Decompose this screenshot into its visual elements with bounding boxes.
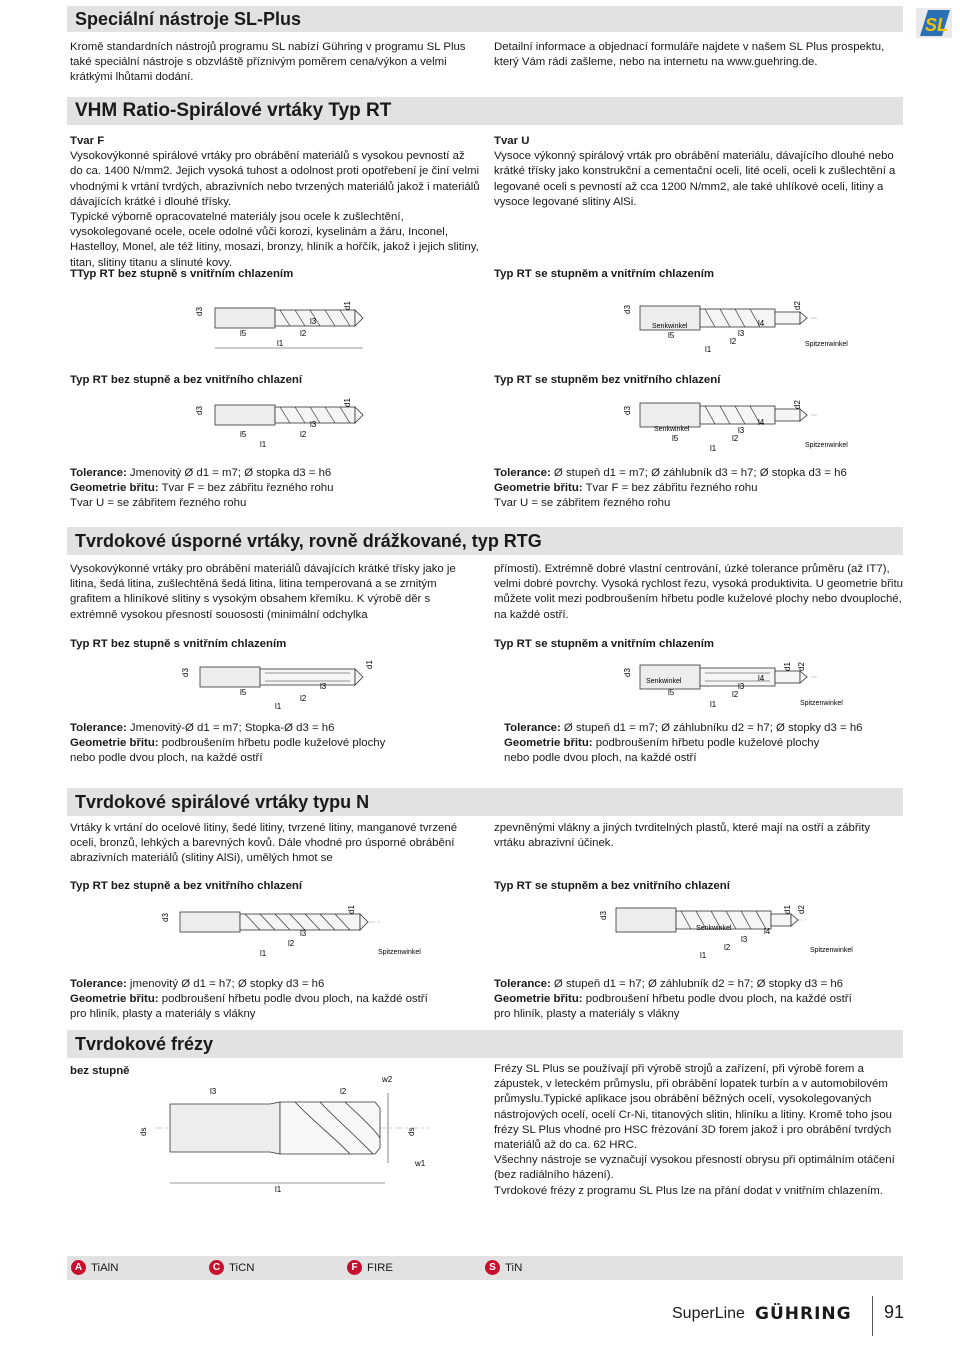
svg-text:d1: d1 <box>365 660 374 669</box>
svg-text:Spitzenwinkel: Spitzenwinkel <box>378 949 421 956</box>
drawing-drill-step-2 <box>620 395 860 455</box>
svg-text:l2: l2 <box>724 943 731 952</box>
brand-superline: SuperLine <box>672 1305 745 1322</box>
coating-fire: F FIRE <box>347 1260 393 1275</box>
svg-text:l3: l3 <box>310 420 317 429</box>
svg-text:l5: l5 <box>240 688 247 697</box>
svg-text:d1: d1 <box>343 301 352 310</box>
section-title-rt: VHM Ratio-Spirálové vrtáky Typ RT <box>75 100 392 121</box>
drawing-rtg-step <box>620 655 860 713</box>
label-rt-d: Typ RT se stupněm bez vnitřního chlazení <box>494 374 721 386</box>
label-n-a: Typ RT bez stupně a bez vnitřního chlazení <box>70 880 303 892</box>
coating-legend-bar <box>67 1256 903 1280</box>
tvar-f-text1: Vysokovýkonné spirálové vrtáky pro obrábění materiálů s vysokou pevností až do ca. 1400 N/mm2. Jejich vysoká tuhost a odolnost proti opotřebení je činí velmi vhodnými k vrtání tvrdých, abrazivních nebo tvrzených materiálů jakož i materiálů dávajících krátké i dlouhé třísky. <box>70 150 480 208</box>
intro-left: Kromě standardních nástrojů programu SL nabízí Gühring v programu SL Plus také speciální nástroje s obzvláště příznivým poměrem cena/výkon a velmi krátkými lhůtami dodání. <box>70 41 466 84</box>
svg-text:l2: l2 <box>732 690 739 699</box>
svg-text:ds: ds <box>139 1127 148 1136</box>
svg-text:Senkwinkel: Senkwinkel <box>646 678 682 685</box>
coating-badge-c: C <box>209 1260 224 1275</box>
coating-badge-f: F <box>347 1260 362 1275</box>
tvar-f-text2: Typické výborně opracovatelné materiály jsou ocele k zušlechtění, vysokolegované ocele, ocele odolné vůči korozi, kyselinám a žáru, Inconel, Hastelloy, Monel, ale též litiny, mosazi, bronzy, hliník a hořčík, jakož i jejich slitiny, titan, slitiny titanu a slinuté kovy. <box>70 211 479 269</box>
svg-text:l5: l5 <box>240 329 247 338</box>
svg-text:l4: l4 <box>758 674 765 683</box>
section-band-rtg <box>67 527 903 555</box>
label-rtg-b: Typ RT se stupněm a vnitřním chlazením <box>494 638 715 650</box>
svg-text:d3: d3 <box>195 406 204 415</box>
frezy-text-3: Tvrdokové frézy z programu SL Plus lze na přání dodat v vnitřním chlazením. <box>494 1184 883 1197</box>
svg-text:SL: SL <box>925 15 949 35</box>
svg-text:l2: l2 <box>732 434 739 443</box>
svg-text:l4: l4 <box>764 927 771 936</box>
svg-text:l3: l3 <box>210 1087 217 1096</box>
n-text-left: Vrtáky k vrtání do ocelové litiny, šedé litiny, tvrzené litiny, manganové tvrzené oceli, bronzů, lehkých a barevných kovů. Dále vhodné pro úsporné obrábění abrazivních materiálů (slitiny AlSi), umělých hmot se <box>70 822 458 865</box>
svg-text:l3: l3 <box>738 329 745 338</box>
drawing-drill-straight-2 <box>180 395 380 455</box>
svg-text:l5: l5 <box>668 331 675 340</box>
header-band <box>67 6 903 32</box>
svg-text:l2: l2 <box>340 1087 347 1096</box>
svg-text:d1: d1 <box>343 398 352 407</box>
svg-text:d1: d1 <box>347 905 356 914</box>
label-frezy: bez stupně <box>70 1065 130 1077</box>
label-rt-c: Typ RT bez stupně a bez vnitřního chlazení <box>70 374 303 386</box>
section-band-n <box>67 788 903 816</box>
rtg-text-right: přímosti). Extrémně dobré vlastní centrování, úzké tolerance průměru (až IT7), velmi dobré povrchy. Vysoká rychlost řezu, vysoká produktivita. U geometrie břitu můžete volit mezi podbroušením hřbetu podle kuželové plochy nebo dvouploché, na každé ostří. <box>494 563 903 621</box>
svg-text:d2: d2 <box>797 905 806 914</box>
svg-text:l3: l3 <box>741 935 748 944</box>
sl-logo-icon <box>914 6 954 40</box>
label-rt-b: Typ RT se stupněm a vnitřním chlazením <box>494 268 715 280</box>
svg-text:Spitzenwinkel: Spitzenwinkel <box>800 700 843 707</box>
tvar-f-heading: Tvar F <box>70 135 105 147</box>
drawing-rtg-straight <box>180 655 380 713</box>
svg-text:l1: l1 <box>705 345 712 354</box>
section-band-rt <box>67 97 903 125</box>
frezy-text-2: Všechny nástroje se vyznačují vysokou přesností obrysu při optimálním otáčení (bez radiálního házení). <box>494 1154 895 1182</box>
rtg-text-left: Vysokovýkonné vrtáky pro obrábění materiálů dávajících krátké třísky jako je litina, šedá litina, zušlechtěná šedá litina, litina temperovaná a se zrnitým grafitem a hliníkové slitiny s vysokým obsahem křemíku. K výrobě děr s extrémně vysokou přesností souososti (minimální odchylka <box>70 563 456 621</box>
svg-text:Spitzenwinkel: Spitzenwinkel <box>805 442 848 449</box>
page-title: Speciální nástroje SL-Plus <box>75 9 302 29</box>
svg-text:ds: ds <box>407 1127 416 1136</box>
coating-tialn: A TiAlN <box>71 1260 118 1275</box>
svg-text:d3: d3 <box>599 911 608 920</box>
n-text-right: zpevněnými vlákny a jiných tvrditelných plastů, které mají na ostří a zábřity vrtáku abrazivní účinek. <box>494 822 871 850</box>
section-band-frezy <box>67 1030 903 1058</box>
svg-text:l1: l1 <box>260 440 267 449</box>
svg-text:l1: l1 <box>277 339 284 348</box>
svg-text:d3: d3 <box>623 305 632 314</box>
svg-text:l1: l1 <box>710 700 717 709</box>
tolerance-n-right: Tolerance: Ø stupeň d1 = h7; Ø záhlubník d2 = h7; Ø stopky d3 = h6 Geometrie břitu: podbroušení hřbetu podle dvou ploch, na každé ostří pro hliník, plasty a materiály s vlákny <box>494 978 852 1021</box>
frezy-text <box>494 1062 904 1199</box>
tolerance-rt-left: Tolerance: Jmenovitý Ø d1 = m7; Ø stopka d3 = h6 Geometrie břitu: Tvar F = bez zábřitu řezného rohu Tvar U = se zábřitem řezného rohu <box>70 467 334 510</box>
svg-text:d3: d3 <box>623 406 632 415</box>
svg-text:l2: l2 <box>288 939 295 948</box>
coating-badge-a: A <box>71 1260 86 1275</box>
section-title-rtg: Tvrdokové úsporné vrtáky, rovně drážkované, typ RTG <box>75 531 542 551</box>
coating-tin: S TiN <box>485 1260 522 1275</box>
svg-text:l2: l2 <box>300 430 307 439</box>
svg-text:d2: d2 <box>793 400 802 409</box>
svg-text:l1: l1 <box>275 1185 282 1194</box>
svg-text:l5: l5 <box>668 688 675 697</box>
svg-text:l3: l3 <box>310 317 317 326</box>
svg-text:l5: l5 <box>240 430 247 439</box>
tolerance-rtg-left: Tolerance: Jmenovitý-Ø d1 = m7; Stopka-Ø d3 = h6 Geometrie břitu: podbroušením hřbetu podle kuželové plochy nebo podle dvou ploch, na každé ostří <box>70 722 386 765</box>
svg-text:l5: l5 <box>672 434 679 443</box>
svg-text:Spitzenwinkel: Spitzenwinkel <box>810 947 853 954</box>
label-rt-a: TTyp RT bez stupně s vnitřním chlazením <box>70 268 294 280</box>
section-title-n: Tvrdokové spirálové vrtáky typu N <box>75 792 370 812</box>
footer-divider <box>872 1296 873 1336</box>
intro-right: Detailní informace a objednací formuláře najdete v našem SL Plus prospektu, který Vám rádi zašleme, nebo na internetu na www.guehring.de. <box>494 41 885 69</box>
svg-text:d3: d3 <box>623 668 632 677</box>
svg-text:l1: l1 <box>260 949 267 958</box>
svg-text:l1: l1 <box>710 444 717 453</box>
svg-text:l3: l3 <box>300 929 307 938</box>
label-rtg-a: Typ RT bez stupně s vnitřním chlazením <box>70 638 287 650</box>
svg-text:l3: l3 <box>738 682 745 691</box>
tvar-u-text: Vysoce výkonný spirálový vrták pro obrábění materiálu, dávajícího dlouhé nebo krátké třísky jako konstrukční a cementační oceli, lité oceli, oceli k zušlechtění a legované oceli s pevností až cca 1200 N/mm2, ale také uhlíkové oceli, litiny a vysoce legované slitiny AlSi. <box>494 150 896 208</box>
sec1-left-text <box>70 134 480 271</box>
svg-text:l1: l1 <box>275 702 282 711</box>
coating-badge-s: S <box>485 1260 500 1275</box>
svg-text:d3: d3 <box>195 307 204 316</box>
svg-text:d3: d3 <box>161 913 170 922</box>
svg-text:l1: l1 <box>700 951 707 960</box>
svg-text:Spitzenwinkel: Spitzenwinkel <box>805 341 848 348</box>
svg-text:l4: l4 <box>758 319 765 328</box>
svg-text:d1: d1 <box>783 662 792 671</box>
svg-text:Senkwinkel: Senkwinkel <box>696 925 732 932</box>
svg-text:d1: d1 <box>783 905 792 914</box>
tolerance-rtg-right: Tolerance: Ø stupeň d1 = m7; Ø záhlubníku d2 = h7; Ø stopky d3 = h6 Geometrie břitu: podbroušením hřbetu podle kuželové plochy nebo podle dvou ploch, na každé ostří <box>504 722 863 765</box>
svg-text:Senkwinkel: Senkwinkel <box>652 323 688 330</box>
tolerance-rt-right: Tolerance: Ø stupeň d1 = m7; Ø záhlubník d3 = h7; Ø stopka d3 = h6 Geometrie břitu: Tvar F = bez zábřitu řezného rohu Tvar U = se zábřitem řezného rohu <box>494 467 847 510</box>
drawing-drill-step-1 <box>620 290 860 360</box>
drawing-drill-straight-1 <box>180 290 380 360</box>
svg-text:d2: d2 <box>797 662 806 671</box>
svg-text:l3: l3 <box>320 682 327 691</box>
coating-ticn: C TiCN <box>209 1260 255 1275</box>
svg-text:d3: d3 <box>181 668 190 677</box>
page-number: 91 <box>884 1302 905 1322</box>
svg-text:l2: l2 <box>730 337 737 346</box>
drawing-n-step <box>596 898 866 962</box>
svg-text:w1: w1 <box>415 1159 426 1168</box>
frezy-text-1: Frézy SL Plus se používají při výrobě strojů a zařízení, při výrobě forem a zápustek, v leteckém průmyslu, při obrábění lopatek turbín a v automobilovém průmyslu.Typické aplikace jsou obrábění běžných ocelí, vysokolegovaných nástrojových ocelí, ocelí Cr-Ni, titanových slitin, hliníku a litiny. Kromě toho jsou frézy SL Plus vhodné pro HSC frézování 3D forem jakož i pro obrábění tvrdých materiálů až do ca. 62 HRC. <box>494 1063 892 1152</box>
svg-text:l3: l3 <box>738 426 745 435</box>
svg-text:l2: l2 <box>300 329 307 338</box>
tvar-u-heading: Tvar U <box>494 135 530 147</box>
svg-text:l4: l4 <box>758 418 765 427</box>
label-n-b: Typ RT se stupněm a bez vnitřního chlazení <box>494 880 730 892</box>
svg-text:w2: w2 <box>382 1075 393 1084</box>
guehring-logo: GÜHRING <box>755 1304 852 1324</box>
drawing-end-mill <box>130 1068 440 1198</box>
svg-text:d2: d2 <box>793 301 802 310</box>
section-title-frezy: Tvrdokové frézy <box>75 1034 214 1054</box>
tolerance-n-left: Tolerance: jmenovitý Ø d1 = h7; Ø stopky d3 = h6 Geometrie břitu: podbroušení hřbetu podle dvou ploch, na každé ostří pro hliník, plasty a materiály s vlákny <box>70 978 428 1021</box>
drawing-n-straight <box>160 898 430 962</box>
sec1-right-text <box>494 134 904 210</box>
svg-text:l2: l2 <box>300 694 307 703</box>
svg-text:Senkwinkel: Senkwinkel <box>654 426 690 433</box>
sl-logo <box>914 6 954 45</box>
